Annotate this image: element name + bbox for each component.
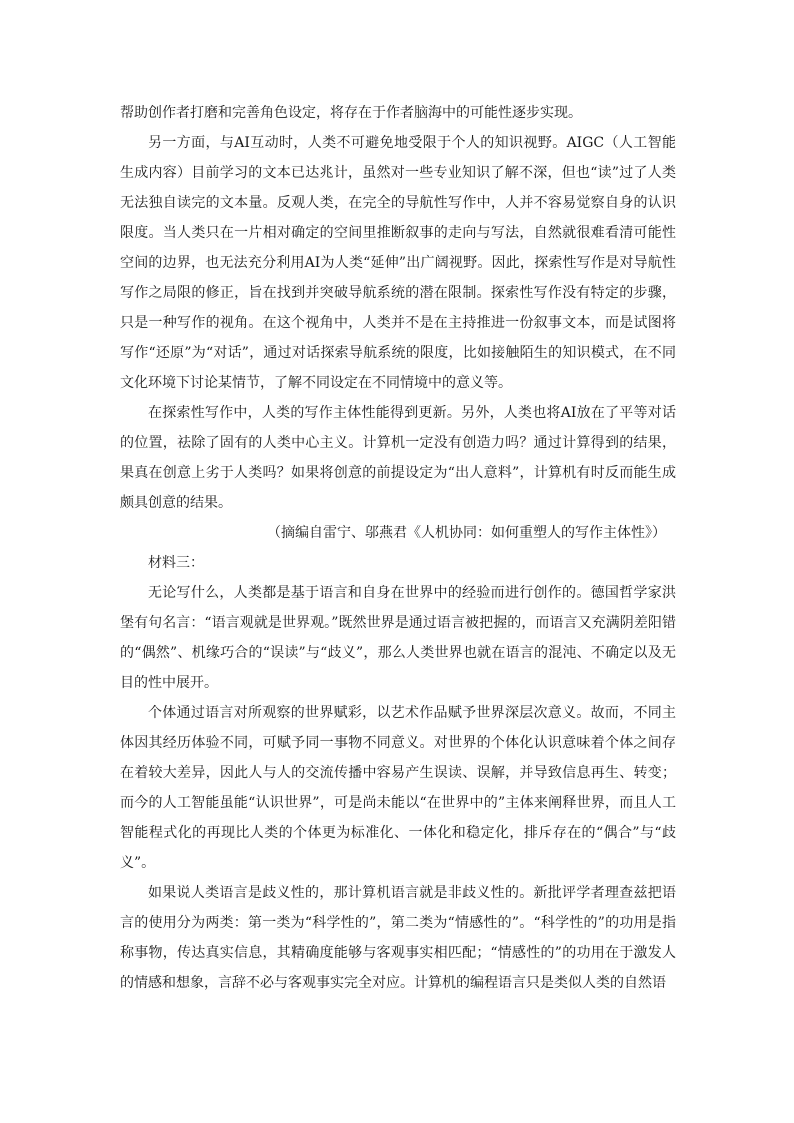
paragraph-continued: 帮助创作者打磨和完善角色设定，将存在于作者脑海中的可能性逐步实现。 <box>120 105 582 121</box>
source-citation: （摘编自雷宁、邬燕君《人机协同：如何重塑人的写作主体性》） <box>267 525 666 541</box>
paragraph-5: 如果说人类语言是歧义性的，那计算机语言就是非歧义性的。新批评学者理查兹把语言的使用分为两类：第一类为“科学性的”，第二类为“情感性的”。“科学性的”的功用是指称事物，传达真实信息，其精确度能够与客观事实相匹配；“情感性的”的功用在于激发人的情感和想象，言辞不必与客观事实完全对应。计算机的编程语言只是类似人类的自然语 <box>120 885 676 991</box>
paragraph-4: 个体通过语言对所观察的世界赋彩，以艺术作品赋予世界深层次意义。故而，不同主体因其经历体验不同，可赋予同一事物不同意义。对世界的个体化认识意味着个体之间存在着较大差异，因此人与人的交流传播中容易产生误读、误解，并导致信息再生、转变；而今的人工智能虽能“认识世界”，可是尚未能以“在世界中的”主体来阐释世界，而且人工智能程式化的再现比人类的个体更为标准化、一体化和稳定化，排斥存在的“偶合”与“歧义”。 <box>120 705 676 871</box>
paragraph-1: 另一方面，与AI互动时，人类不可避免地受限于个人的知识视野。AIGC（人工智能生成内容）目前学习的文本已达兆计，虽然对一些专业知识了解不深，但也“读”过了人类无法独自读完的文本量。反观人类，在完全的导航性写作中，人并不容易觉察自身的认识限度。当人类只在一片相对确定的空间里推断叙事的走向与写法，自然就很难看清可能性空间的边界，也无法充分利用AI为人类“延伸”出广阔视野。因此，探索性写作是对导航性写作之局限的修正，旨在找到并突破导航系统的潜在限制。探索性写作没有特定的步骤，只是一种写作的视角。在这个视角中，人类并不是在主持推进一份叙事文本，而是试图将写作“还原”为“对话”，通过对话探索导航系统的限度，比如接触陌生的知识模式，在不同文化环境下讨论某情节，了解不同设定在不同情境中的意义等。 <box>120 135 676 391</box>
paragraph-3: 无论写什么，人类都是基于语言和自身在世界中的经验而进行创作的。德国哲学家洪堡有句名言：“语言观就是世界观。”既然世界是通过语言被把握的，而语言又充满阴差阳错的“偶然”、机缘巧合的“误读”与“歧义”，那么人类世界也就在语言的混沌、不确定以及无目的性中展开。 <box>120 585 676 691</box>
material-heading: 材料三： <box>148 555 204 571</box>
article-body <box>120 98 676 998</box>
paragraph-2: 在探索性写作中，人类的写作主体性能得到更新。另外，人类也将AI放在了平等对话的位置，祛除了固有的人类中心主义。计算机一定没有创造力吗？通过计算得到的结果，果真在创意上劣于人类吗？如果将创意的前提设定为“出人意料”，计算机有时反而能生成颇具创意的结果。 <box>120 405 676 511</box>
